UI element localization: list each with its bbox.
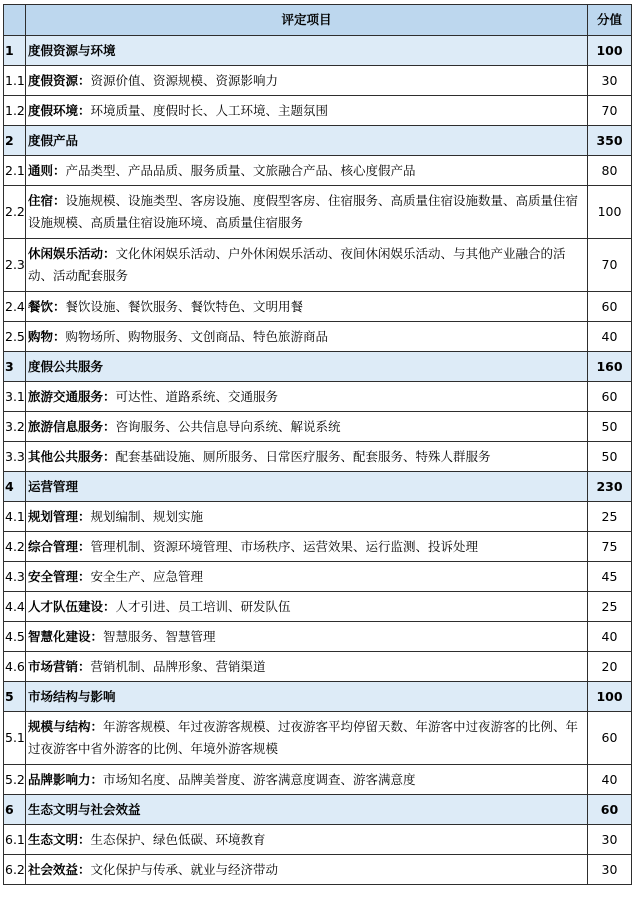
row-item [26,825,588,855]
row-score: 230 [588,472,632,502]
row-item [26,186,588,239]
scoring-sheet [3,4,631,885]
item-keyword: 其他公共服务 [28,448,104,464]
item-keyword: 休闲娱乐活动 [28,246,104,261]
row-score: 60 [588,292,632,322]
item-colon: ： [103,448,116,464]
item-keyword: 度假资源 [28,72,79,88]
row-item: 度假产品 [26,126,588,156]
row-score: 100 [588,682,632,712]
item-keyword: 生态文明 [28,831,79,847]
table-row [4,825,632,855]
row-score: 40 [588,322,632,352]
row-item [26,292,588,322]
row-number: 5 [4,682,26,712]
item-keyword: 旅游信息服务 [28,418,104,434]
item-description: 配套基础设施、厕所服务、日常医疗服务、配套服务、特殊人群服务 [115,448,491,464]
row-item [26,562,588,592]
table-row [4,652,632,682]
item-colon: ： [90,771,104,787]
item-description: 咨询服务、公共信息导向系统、解说系统 [115,418,341,434]
table-row [4,292,632,322]
item-keyword: 规划管理 [28,508,79,524]
header-item-cell: 评定项目 [26,5,588,36]
row-item [26,502,588,532]
item-description: 人才引进、员工培训、研发队伍 [115,598,291,614]
row-score: 40 [588,765,632,795]
row-item [26,322,588,352]
row-score: 45 [588,562,632,592]
row-number: 4.3 [4,562,26,592]
row-score: 100 [588,186,632,239]
row-number: 4.2 [4,532,26,562]
row-item: 生态文明与社会效益 [26,795,588,825]
item-description: 购物场所、购物服务、文创商品、特色旅游商品 [65,328,329,344]
row-score: 80 [588,156,632,186]
section-row [4,352,632,382]
header-no-cell [4,5,26,36]
row-number: 5.1 [4,712,26,765]
item-keyword: 综合管理 [28,538,79,554]
table-row [4,502,632,532]
table-row [4,622,632,652]
row-number: 3 [4,352,26,382]
item-colon: ： [78,102,91,118]
row-score: 50 [588,412,632,442]
row-score: 20 [588,652,632,682]
row-item [26,652,588,682]
row-item [26,156,588,186]
item-colon: ： [90,719,104,734]
row-number: 4.1 [4,502,26,532]
table-row [4,96,632,126]
row-score: 70 [588,96,632,126]
row-number: 1 [4,36,26,66]
item-description: 生态保护、绿色低碳、环境教育 [90,831,266,847]
row-item [26,765,588,795]
item-keyword: 通则 [28,162,54,178]
section-row [4,472,632,502]
item-description: 市场知名度、品牌美誉度、游客满意度调查、游客满意度 [103,771,416,787]
item-keyword: 旅游交通服务 [28,388,104,404]
row-number: 2.4 [4,292,26,322]
row-number: 2.3 [4,239,26,292]
item-colon: ： [103,598,116,614]
row-item: 运营管理 [26,472,588,502]
item-description: 产品类型、产品品质、服务质量、文旅融合产品、核心度假产品 [65,162,416,178]
item-colon: ： [78,72,91,88]
row-item [26,532,588,562]
table-row [4,855,632,885]
row-score: 30 [588,825,632,855]
row-number: 4 [4,472,26,502]
item-description: 安全生产、应急管理 [90,568,204,584]
item-colon: ： [78,831,91,847]
row-number: 1.2 [4,96,26,126]
row-number: 2.1 [4,156,26,186]
table-row [4,442,632,472]
row-number: 2.5 [4,322,26,352]
section-row [4,126,632,156]
row-score: 30 [588,855,632,885]
table-row [4,382,632,412]
row-item: 度假公共服务 [26,352,588,382]
item-keyword: 住宿 [28,193,54,208]
row-score: 50 [588,442,632,472]
row-item: 市场结构与影响 [26,682,588,712]
item-colon: ： [103,246,116,261]
item-description: 环境质量、度假时长、人工环境、主题氛围 [90,102,329,118]
header-score-cell: 分值 [588,5,632,36]
row-score: 60 [588,382,632,412]
row-item [26,622,588,652]
item-colon: ： [103,418,116,434]
row-item [26,442,588,472]
item-description: 年游客规模、年过夜游客规模、过夜游客平均停留天数、年游客中过夜游客的比例、年过夜游客中省外游客的比例、年境外游客规模 [28,719,579,756]
row-score: 160 [588,352,632,382]
row-item [26,96,588,126]
row-number: 6.1 [4,825,26,855]
section-row [4,795,632,825]
item-colon: ： [78,658,91,674]
item-keyword: 购物 [28,328,54,344]
item-colon: ： [78,508,91,524]
table-row [4,412,632,442]
row-score: 25 [588,592,632,622]
table-row [4,156,632,186]
table-row [4,765,632,795]
item-description: 餐饮设施、餐饮服务、餐饮特色、文明用餐 [65,298,304,314]
item-description: 智慧服务、智慧管理 [103,628,216,644]
row-number: 3.3 [4,442,26,472]
row-item: 度假资源与环境 [26,36,588,66]
table-row [4,186,632,239]
item-description: 可达性、道路系统、交通服务 [115,388,279,404]
row-score: 100 [588,36,632,66]
header-row [4,5,632,36]
row-item [26,239,588,292]
item-description: 文化保护与传承、就业与经济带动 [90,861,279,877]
item-colon: ： [78,538,91,554]
item-description: 文化休闲娱乐活动、户外休闲娱乐活动、夜间休闲娱乐活动、与其他产业融合的活动、活动配套服务 [28,246,566,283]
table-row [4,712,632,765]
table-row [4,239,632,292]
row-number: 4.6 [4,652,26,682]
item-keyword: 智慧化建设 [28,628,91,644]
row-number: 3.1 [4,382,26,412]
item-keyword: 规模与结构 [28,719,91,734]
row-score: 40 [588,622,632,652]
item-keyword: 度假环境 [28,102,79,118]
section-row [4,36,632,66]
table-row [4,532,632,562]
item-colon: ： [90,628,104,644]
row-number: 3.2 [4,412,26,442]
row-item [26,66,588,96]
section-row [4,682,632,712]
item-keyword: 市场营销 [28,658,79,674]
item-colon: ： [53,162,66,178]
item-description: 资源价值、资源规模、资源影响力 [90,72,279,88]
row-score: 60 [588,795,632,825]
item-colon: ： [53,298,66,314]
row-item [26,712,588,765]
row-score: 70 [588,239,632,292]
row-score: 75 [588,532,632,562]
item-description: 规划编制、规划实施 [90,508,204,524]
item-keyword: 人才队伍建设 [28,598,104,614]
row-number: 5.2 [4,765,26,795]
row-score: 60 [588,712,632,765]
row-score: 350 [588,126,632,156]
item-description: 管理机制、资源环境管理、市场秩序、运营效果、运行监测、投诉处理 [90,538,479,554]
item-colon: ： [78,861,91,877]
item-colon: ： [103,388,116,404]
row-number: 2 [4,126,26,156]
item-description: 营销机制、品牌形象、营销渠道 [90,658,266,674]
row-score: 30 [588,66,632,96]
row-score: 25 [588,502,632,532]
scoring-table [3,4,632,885]
item-keyword: 餐饮 [28,298,54,314]
item-description: 设施规模、设施类型、客房设施、度假型客房、住宿服务、高质量住宿设施数量、高质量住宿设施规模、高质量住宿设施环境、高质量住宿服务 [28,193,579,230]
item-colon: ： [53,328,66,344]
row-number: 2.2 [4,186,26,239]
table-row [4,592,632,622]
item-keyword: 安全管理 [28,568,79,584]
row-item [26,382,588,412]
table-row [4,322,632,352]
table-body [4,36,632,885]
table-row [4,66,632,96]
row-number: 4.5 [4,622,26,652]
table-row [4,562,632,592]
item-colon: ： [53,193,66,208]
item-colon: ： [78,568,91,584]
row-item [26,412,588,442]
row-number: 1.1 [4,66,26,96]
row-number: 6.2 [4,855,26,885]
item-keyword: 品牌影响力 [28,771,91,787]
item-keyword: 社会效益 [28,861,79,877]
row-item [26,855,588,885]
row-number: 4.4 [4,592,26,622]
row-item [26,592,588,622]
row-number: 6 [4,795,26,825]
